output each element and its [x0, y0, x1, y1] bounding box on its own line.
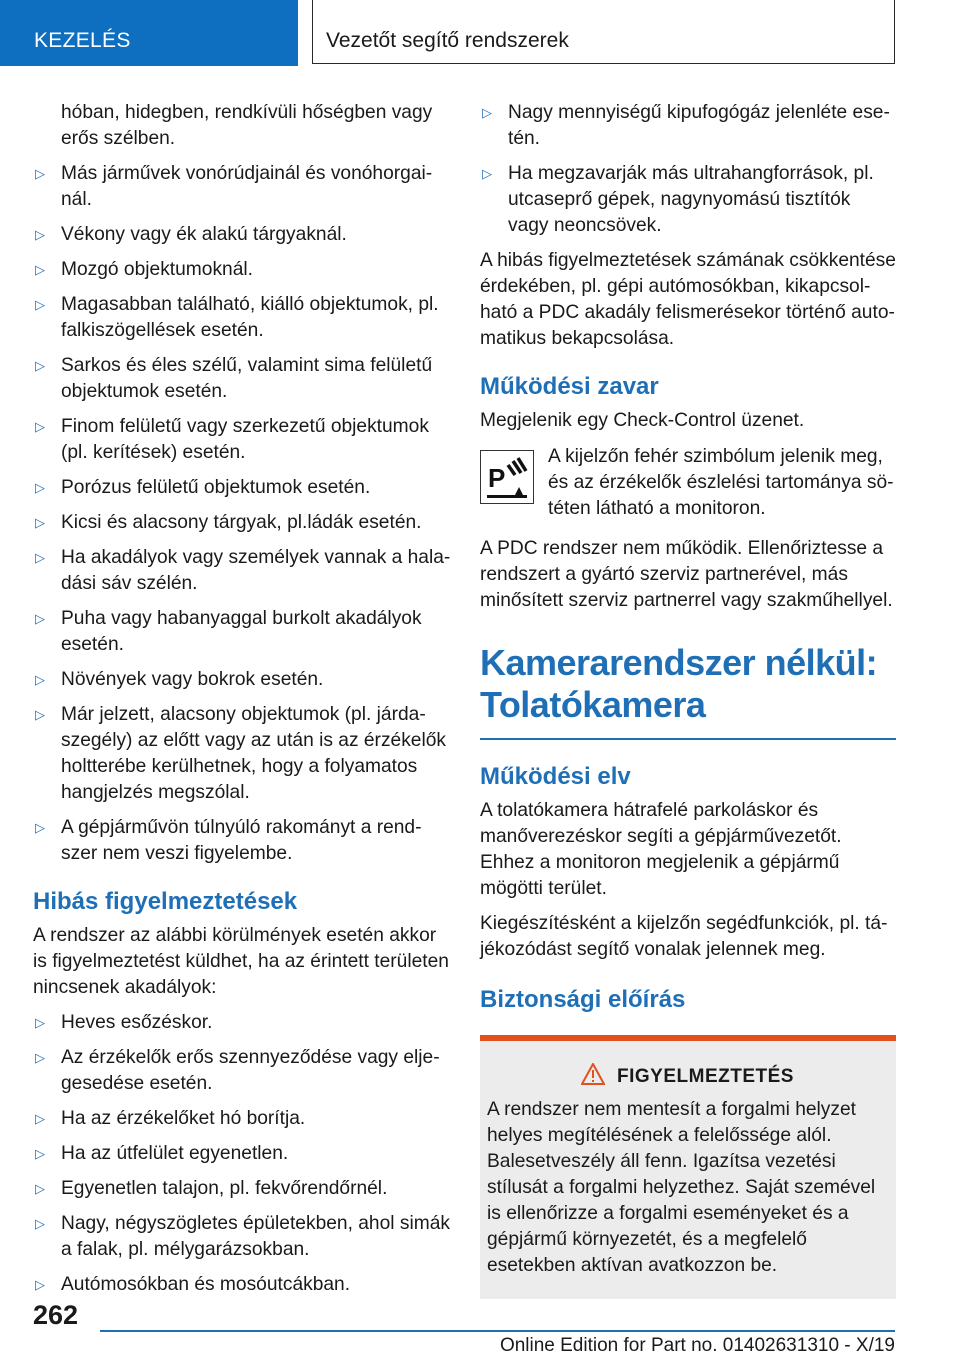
bullet-triangle-icon: ▷ [35, 1015, 45, 1030]
bullet-triangle-icon: ▷ [35, 419, 45, 434]
list-item [33, 1141, 451, 1167]
list-item [33, 292, 451, 344]
bullet-triangle-icon: ▷ [35, 1216, 45, 1231]
footer-rule [100, 1330, 895, 1332]
section-title: KEZELÉS [34, 29, 131, 52]
warning-text: A rendszer nem mentesít a forgalmi helyzet helyes megítélésének a felelőssége alól. Balesetveszély áll fenn. Igazítsa vezetési stílusát a forgalmi helyzethez. Saját szemével is ellenőrizze a forgalmi eseményeket és a gépjármű környezetét, és a megfelelő esetekben aktívan avatkozzon be. [487, 1098, 876, 1276]
list-item-text: Puha vagy habanyaggal burkolt akadályok esetén. [61, 608, 422, 655]
list-item [33, 702, 451, 806]
paragraph: A PDC rendszer nem működik. Ellenőriztesse a rendszert a gyártó szerviz partnerével, más minősített szerviz partnerrel vagy szakműhellyel. [480, 538, 893, 611]
bullet-triangle-icon: ▷ [35, 358, 45, 373]
chapter-heading-camera: Kamerarendszer nélkül: Tolatókamera [480, 642, 878, 725]
list-item [33, 1106, 451, 1132]
list-item [480, 100, 896, 152]
warning-box [480, 1035, 896, 1299]
list-item-text: Ha akadályok vagy személyek vannak a haladási sáv szélén. [61, 547, 451, 594]
list-item [33, 257, 451, 283]
list-item [33, 1272, 451, 1298]
page-number: 262 [33, 1300, 79, 1330]
chapter-title: Vezetőt segítő rendszerek [326, 29, 569, 52]
bullet-list [480, 100, 896, 239]
list-item [33, 353, 451, 405]
pdc-fault-icon [480, 450, 534, 504]
right-column [480, 100, 896, 1299]
list-item [33, 510, 451, 536]
bullet-triangle-icon: ▷ [35, 262, 45, 277]
list-item-text: Nagy mennyiségű kipufogógáz jelenléte esetén. [508, 102, 890, 149]
bullet-triangle-icon: ▷ [35, 1146, 45, 1161]
list-item-text: Kicsi és alacsony tárgyak, pl.ládák esetén. [61, 512, 422, 533]
edition-text: Online Edition for Part no. 01402631310 - X/19 [499, 1335, 895, 1356]
list-item [33, 667, 451, 693]
heading-rule [480, 738, 896, 740]
list-item-text: Heves esőzéskor. [61, 1012, 213, 1033]
list-item-text: Sarkos és éles szélű, valamint sima felületű objektumok esetén. [61, 355, 433, 402]
bullet-triangle-icon: ▷ [35, 515, 45, 530]
list-item-text: Ha megzavarják más ultrahangforrások, pl. utcaseprő gépek, nagynyomású tisztítók vagy neoncsövek. [508, 163, 874, 236]
bullet-triangle-icon: ▷ [35, 672, 45, 687]
list-item-text: Növények vagy bokrok esetén. [61, 669, 324, 690]
page-header [0, 0, 960, 66]
list-item-text: Már jelzett, alacsony objektumok (pl. járdaszegély) az előtt vagy az után is az érzékelők holtterébe kerülhetnek, hogy a folyamatos hangjelzés megszólal. [61, 704, 447, 803]
left-column [33, 100, 451, 1307]
paragraph: A rendszer az alábbi körülmények esetén akkor is figyelmeztetést küldhet, ha az érintett területen nincsenek akadályok: [33, 925, 449, 998]
list-item-text: Más járművek vonórúdjainál és vonóhorgainál. [61, 163, 433, 210]
bullet-triangle-icon: ▷ [35, 297, 45, 312]
list-item-text: Magasabban található, kiálló objektumok, pl. falkiszögellések esetén. [61, 294, 439, 341]
list-item-text: Nagy, négyszögletes épületekben, ahol simák a falak, pl. mélygarázsokban. [61, 1213, 450, 1260]
symbol-description: A kijelzőn fehér szimbólum jelenik meg, és az érzékelők észlelési tartománya sötéten látható a monitoron. [548, 446, 894, 519]
paragraph: A hibás figyelmeztetések számának csökkentése érdekében, pl. gépi autómosókban, kikapcsolható a PDC akadály felismerésekor történő automatikus bekapcsolása. [480, 250, 896, 349]
bullet-triangle-icon: ▷ [35, 1181, 45, 1196]
list-item-text: Mozgó objektumoknál. [61, 259, 253, 280]
list-item-text: Ha az útfelület egyenetlen. [61, 1143, 289, 1164]
bullet-triangle-icon: ▷ [35, 820, 45, 835]
list-item-text: Egyenetlen talajon, pl. fekvőrendőrnél. [61, 1178, 388, 1199]
section-heading-false-warnings: Hibás figyelmeztetések [33, 888, 298, 915]
list-item [33, 1045, 451, 1097]
symbol-note [480, 444, 896, 522]
list-item [33, 414, 451, 466]
bullet-triangle-icon: ▷ [35, 550, 45, 565]
section-tab [0, 0, 298, 66]
section-heading-malfunction: Működési zavar [480, 373, 659, 400]
section-heading-safety: Biztonsági előírás [480, 985, 686, 1013]
bullet-triangle-icon: ▷ [482, 166, 492, 181]
list-item [33, 222, 451, 248]
list-item [480, 161, 896, 239]
continued-text: hóban, hidegben, rendkívüli hőségben vagy erős szélben. [61, 102, 433, 149]
bullet-triangle-icon: ▷ [35, 1050, 45, 1065]
paragraph: A tolatókamera hátrafelé parkoláskor és manőverezéskor segíti a gépjárművezetőt. Ehhez a monitoron megjelenik a gépjármű mögötti terület. [480, 799, 842, 899]
list-item [33, 1010, 451, 1036]
bullet-triangle-icon: ▷ [35, 480, 45, 495]
bullet-triangle-icon: ▷ [35, 166, 45, 181]
list-item-text: Az érzékelők erős szennyeződése vagy eljegesedése esetén. [61, 1047, 440, 1094]
bullet-list [33, 161, 451, 867]
warning-title: FIGYELMEZTETÉS [487, 1063, 888, 1091]
bullet-triangle-icon: ▷ [35, 227, 45, 242]
list-item [33, 606, 451, 658]
list-item [33, 475, 451, 501]
list-item-text: Porózus felületű objektumok esetén. [61, 477, 371, 498]
bullet-triangle-icon: ▷ [482, 105, 492, 120]
bullet-triangle-icon: ▷ [35, 1111, 45, 1126]
list-item-text: Ha az érzékelőket hó borítja. [61, 1108, 306, 1129]
list-item [33, 1176, 451, 1202]
bullet-triangle-icon: ▷ [35, 611, 45, 626]
section-heading-principle: Működési elv [480, 762, 631, 790]
list-item [33, 815, 451, 867]
list-item [33, 161, 451, 213]
list-item-text: Vékony vagy ék alakú tárgyaknál. [61, 224, 347, 245]
warning-triangle-icon [581, 1063, 605, 1091]
svg-text:P: P [488, 463, 506, 493]
bullet-list [33, 1010, 451, 1298]
chapter-tab [312, 0, 895, 64]
list-item [33, 545, 451, 597]
list-item [33, 1211, 451, 1263]
paragraph: Megjelenik egy Check-Control üzenet. [480, 410, 805, 431]
list-item-text: A gépjárművön túlnyúló rakományt a rendszer nem veszi figyelembe. [61, 817, 422, 864]
paragraph: Kiegészítésként a kijelzőn segédfunkciók, pl. tájékozódást segítő vonalak jelennek meg. [480, 912, 888, 960]
bullet-triangle-icon: ▷ [35, 707, 45, 722]
list-item-text: Finom felületű vagy szerkezetű objektumok (pl. kerítések) esetén. [61, 416, 429, 463]
list-item-text: Autómosókban és mosóutcákban. [61, 1274, 351, 1295]
bullet-triangle-icon: ▷ [35, 1277, 45, 1292]
